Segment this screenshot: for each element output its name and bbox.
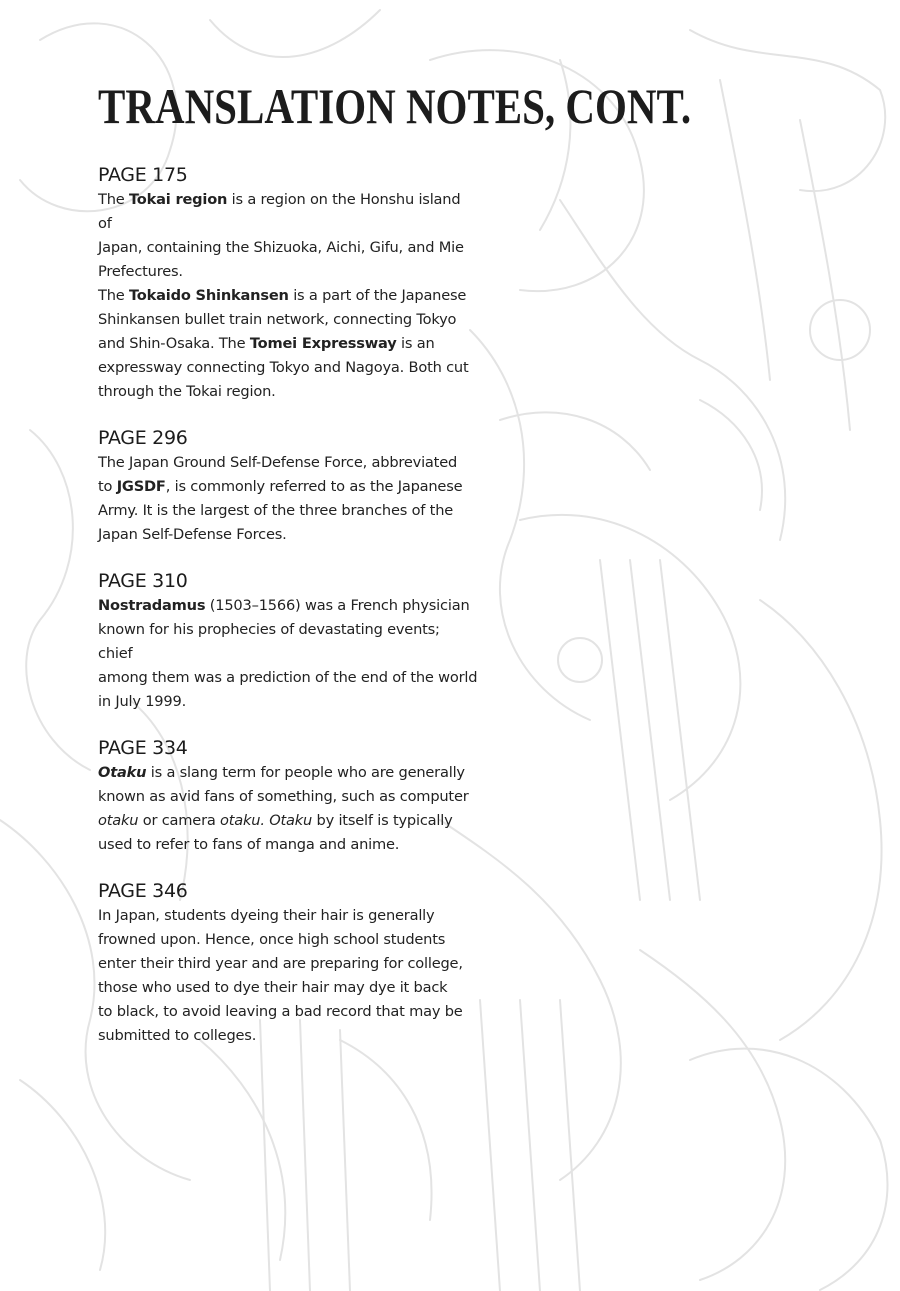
note-page-334	[98, 735, 478, 857]
note-heading: PAGE 310	[98, 570, 188, 592]
note-text-run: through the Tokai region.	[98, 383, 276, 400]
note-text-run: The Japan Ground Self-Defense Force, abbreviated	[98, 454, 458, 471]
note-text-run: is a slang term for people who are generally	[146, 764, 465, 781]
note-text-run: otaku	[98, 812, 139, 829]
note-heading: PAGE 175	[98, 164, 188, 186]
note-text-run: is a region on the Honshu island of	[98, 191, 461, 232]
note-text-run: frowned upon. Hence, once high school students	[98, 931, 446, 948]
note-heading: PAGE 346	[98, 880, 188, 902]
note-text-run: otaku. Otaku	[220, 812, 313, 829]
note-text-run: or camera	[138, 812, 221, 829]
note-text-run: Japan, containing the Shizuoka, Aichi, Gifu, and Mie	[98, 239, 464, 256]
note-text-run: to	[98, 478, 117, 495]
note-page-310	[98, 568, 478, 714]
note-text-run: Tokai region	[128, 191, 228, 208]
note-body	[98, 594, 478, 714]
note-text-run: Tokaido Shinkansen	[128, 287, 289, 304]
note-heading: PAGE 296	[98, 427, 188, 449]
note-text-run: The	[98, 287, 129, 304]
note-text-run: The	[98, 191, 129, 208]
note-body	[98, 761, 478, 857]
note-text-run: to black, to avoid leaving a bad record that may be	[98, 1003, 463, 1020]
note-text-run: known as avid fans of something, such as computer	[98, 788, 469, 805]
note-text-run: Shinkansen bullet train network, connecting Tokyo	[98, 311, 457, 328]
note-text-run: Japan Self-Defense Forces.	[98, 526, 287, 543]
note-text-run: used to refer to fans of manga and anime.	[98, 836, 400, 853]
note-text-run: Prefectures.	[98, 263, 183, 280]
note-text-run: enter their third year and are preparing for college,	[98, 955, 463, 972]
note-text-run: In Japan, students dyeing their hair is generally	[98, 907, 435, 924]
note-text-run: and Shin-Osaka. The	[98, 335, 250, 352]
note-text-run: in July 1999.	[98, 693, 187, 710]
note-text-run: among them was a prediction of the end of the world	[98, 669, 478, 686]
translation-notes-content	[98, 78, 692, 1069]
note-body	[98, 188, 478, 404]
note-text-run: is an	[396, 335, 435, 352]
note-text-run: known for his prophecies of devastating events; chief	[98, 621, 440, 662]
note-text-run: JGSDF	[116, 478, 166, 495]
note-text-run: Otaku	[98, 764, 147, 781]
note-heading: PAGE 334	[98, 737, 188, 759]
note-body	[98, 904, 478, 1048]
page-title: TRANSLATION NOTES, CONT.	[98, 78, 692, 134]
note-text-run: those who used to dye their hair may dye it back	[98, 979, 448, 996]
note-text-run: Army. It is the largest of the three branches of the	[98, 502, 454, 519]
note-text-run: Tomei Expressway	[249, 335, 397, 352]
note-text-run: (1503–1566) was a French physician	[205, 597, 470, 614]
note-text-run: submitted to colleges.	[98, 1027, 257, 1044]
note-text-run: expressway connecting Tokyo and Nagoya. Both cut	[98, 359, 469, 376]
note-page-175	[98, 162, 478, 404]
note-page-296	[98, 425, 478, 547]
note-text-run: by itself is typically	[312, 812, 453, 829]
note-text-run: , is commonly referred to as the Japanese	[165, 478, 463, 495]
note-page-346	[98, 878, 478, 1048]
note-text-run: Nostradamus	[98, 597, 206, 614]
note-text-run: is a part of the Japanese	[288, 287, 467, 304]
note-body	[98, 451, 478, 547]
